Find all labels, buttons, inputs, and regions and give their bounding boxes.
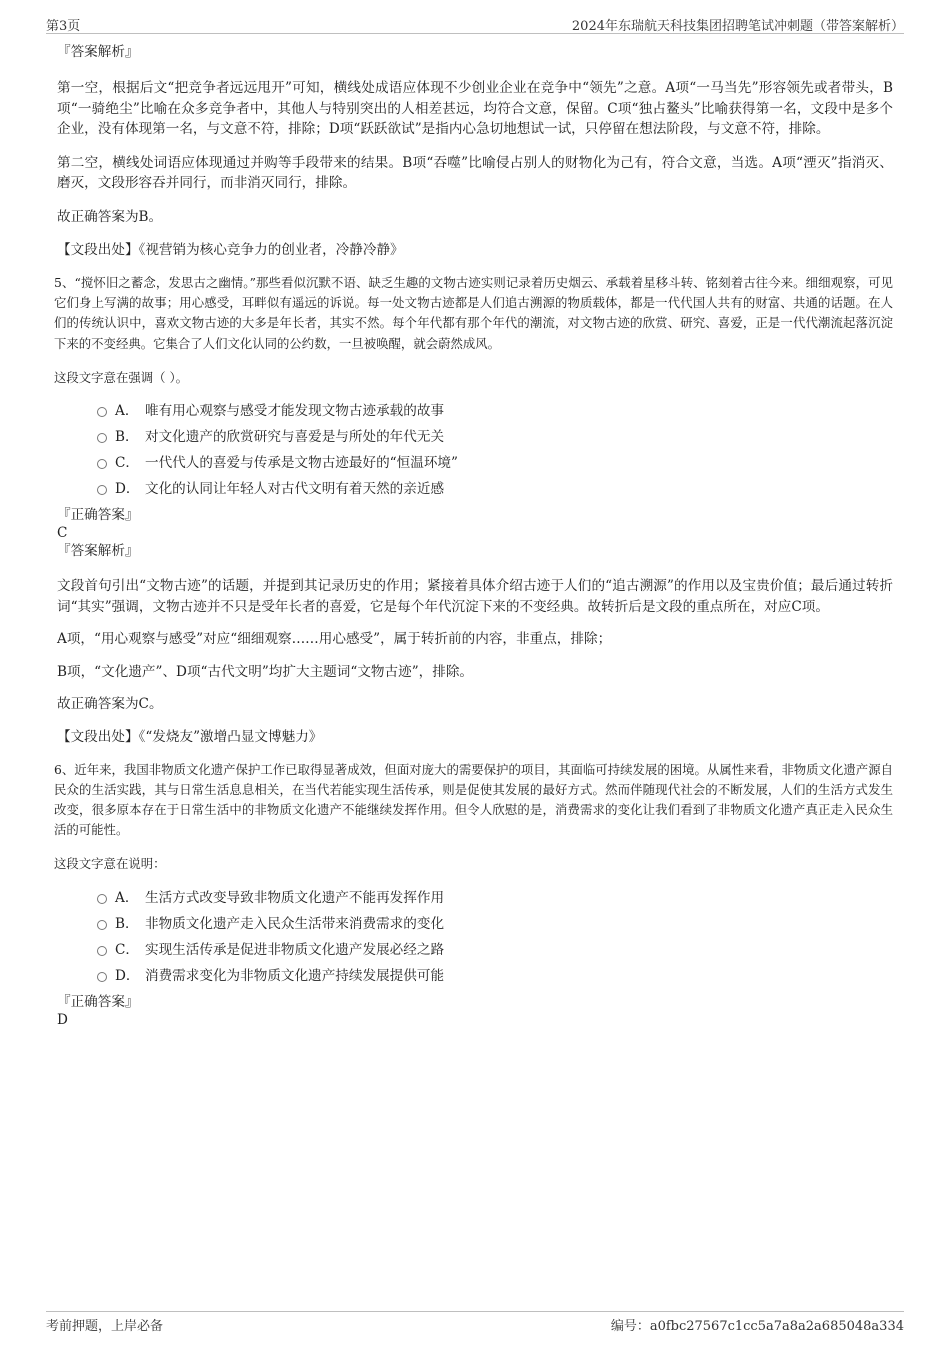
- option-text: 文化的认同让年轻人对古代文明有着天然的亲近感: [145, 481, 445, 498]
- radio-icon[interactable]: [97, 894, 107, 904]
- correct-answer-label: 『正确答案』: [57, 507, 139, 524]
- page-footer: [46, 1311, 904, 1334]
- correct-answer: C: [57, 525, 68, 542]
- option-text: 消费需求变化为非物质文化遗产持续发展提供可能: [145, 967, 445, 984]
- option-c[interactable]: [57, 450, 893, 476]
- analysis-paragraph: A项，“用心观察与感受”对应“细细观察……用心感受”，属于转折前的内容，非重点，排除；: [57, 631, 612, 648]
- passage-source: 【文段出处】《视营销为核心竞争力的创业者，冷静冷静》: [57, 242, 404, 258]
- option-text: 实现生活传承是促进非物质文化遗产发展必经之路: [145, 941, 445, 958]
- radio-icon[interactable]: [97, 920, 107, 930]
- correct-answer-label: 『正确答案』: [57, 993, 139, 1010]
- radio-icon[interactable]: [97, 485, 107, 495]
- option-letter: A．: [115, 889, 139, 906]
- option-letter: D．: [115, 967, 140, 984]
- analysis-paragraph: B项，“文化遗产”、D项“古代文明”均扩大主题词“文物古迹”，排除。: [57, 663, 474, 680]
- analysis-conclusion: 故正确答案为B。: [57, 208, 163, 225]
- option-c[interactable]: [57, 937, 893, 963]
- document-title: 2024年东瑞航天科技集团招聘笔试冲刺题（带答案解析）: [571, 19, 904, 34]
- option-letter: C．: [115, 941, 139, 958]
- radio-icon[interactable]: [97, 946, 107, 956]
- analysis-paragraph: 文段首句引出“文物古迹”的话题，并提到其记录历史的作用；紧接着具体介绍古迹于人们的“追古溯源”的作用以及宝贵价值；最后通过转折词“其实”强调，文物古迹并不只是受年长者的喜爱，它是每个年代沉淀下来的不变经典。故转折后是文段的重点所在，对应C项。: [57, 578, 893, 615]
- option-text: 非物质文化遗产走入民众生活带来消费需求的变化: [145, 915, 445, 932]
- page-number: 第3页: [46, 19, 81, 34]
- option-letter: D．: [115, 481, 140, 498]
- option-d[interactable]: [57, 963, 893, 989]
- option-a[interactable]: [57, 398, 893, 424]
- analysis-label: 『答案解析』: [57, 543, 139, 560]
- page-header: [46, 13, 904, 34]
- option-text: 对文化遗产的欣赏研究与喜爱是与所处的年代无关: [145, 429, 445, 446]
- correct-answer: D: [57, 1011, 68, 1028]
- footer-slogan: 考前押题，上岸必备: [46, 1319, 164, 1334]
- option-letter: C．: [115, 455, 139, 472]
- page-content: [54, 42, 893, 1029]
- option-list: [57, 885, 893, 989]
- analysis-paragraph: 第二空，横线处词语应体现通过并购等手段带来的结果。B项“吞噬”比喻侵占别人的财物化为己有，符合文意，当选。A项“湮灭”指消灭、磨灭，文段形容吞并同行，而非消灭同行，排除。: [57, 154, 893, 191]
- option-d[interactable]: [57, 476, 893, 502]
- radio-icon[interactable]: [97, 972, 107, 982]
- option-letter: B．: [115, 429, 139, 446]
- option-list: [57, 398, 893, 502]
- option-a[interactable]: [57, 885, 893, 911]
- analysis-paragraph: 第一空，根据后文“把竞争者远远甩开”可知，横线处成语应体现不少创业企业在竞争中“领先”之意。A项“一马当先”形容领先或者带头，B项“一骑绝尘”比喻在众多竞争者中，其他人与特别突出的人相差甚远，均符合文意，保留。C项“独占鳌头”比喻获得第一名，文段中是多个企业，没有体现第一名，与文意不符，排除；D项“跃跃欲试”是指内心急切地想试一试，只停留在想法阶段，与文意不符，排除。: [57, 80, 893, 137]
- option-text: 生活方式改变导致非物质文化遗产不能再发挥作用: [145, 889, 445, 906]
- question-prompt: 这段文字意在强调（ ）。: [54, 369, 189, 385]
- option-letter: B．: [115, 915, 139, 932]
- radio-icon[interactable]: [97, 459, 107, 469]
- question-prompt: 这段文字意在说明：: [54, 856, 166, 872]
- analysis-conclusion: 故正确答案为C。: [57, 696, 163, 713]
- question-passage: 5、“搅怀旧之蓄念，发思古之幽情。”那些看似沉默不语、缺乏生趣的文物古迹实则记录着历史烟云、承载着星移斗转、铭刻着古往今来。细细观察，可见它们身上写满的故事；用心感受，耳畔似有遥远的诉说。每一处文物古迹都是人们追古溯源的物质载体，都是一代代国人共有的财富、共通的话题。在人们的传统认识中，喜欢文物古迹的大多是年长者，其实不然。每个年代都有那个年代的潮流，对文物古迹的欣赏、研究、喜爱，正是一代代潮流起落沉淀下来的不变经典。它集合了人们文化认同的公约数，一旦被唤醒，就会蔚然成风。: [54, 275, 893, 351]
- option-b[interactable]: [57, 911, 893, 937]
- radio-icon[interactable]: [97, 433, 107, 443]
- option-letter: A．: [115, 403, 139, 420]
- passage-source: 【文段出处】《“发烧友”激增凸显文博魅力》: [57, 728, 323, 745]
- option-text: 唯有用心观察与感受才能发现文物古迹承载的故事: [145, 403, 445, 420]
- option-b[interactable]: [57, 424, 893, 450]
- option-text: 一代代人的喜爱与传承是文物古迹最好的“恒温环境”: [145, 455, 458, 472]
- document-id: 编号：a0fbc27567c1cc5a7a8a2a685048a334: [610, 1319, 904, 1334]
- question-passage: 6、近年来，我国非物质文化遗产保护工作已取得显著成效，但面对庞大的需要保护的项目，其面临可持续发展的困境。从属性来看，非物质文化遗产源自民众的生活实践，其与日常生活息息相关，在当代若能实现生活传承，则是促使其发展的最好方式。然而伴随现代社会的不断发展，人们的生活方式发生改变，很多原本存在于日常生活中的非物质文化遗产不能继续发挥作用。但令人欣慰的是，消费需求的变化让我们看到了非物质文化遗产真正走入民众生活的可能性。: [54, 761, 893, 838]
- radio-icon[interactable]: [97, 407, 107, 417]
- analysis-label: 『答案解析』: [57, 44, 139, 60]
